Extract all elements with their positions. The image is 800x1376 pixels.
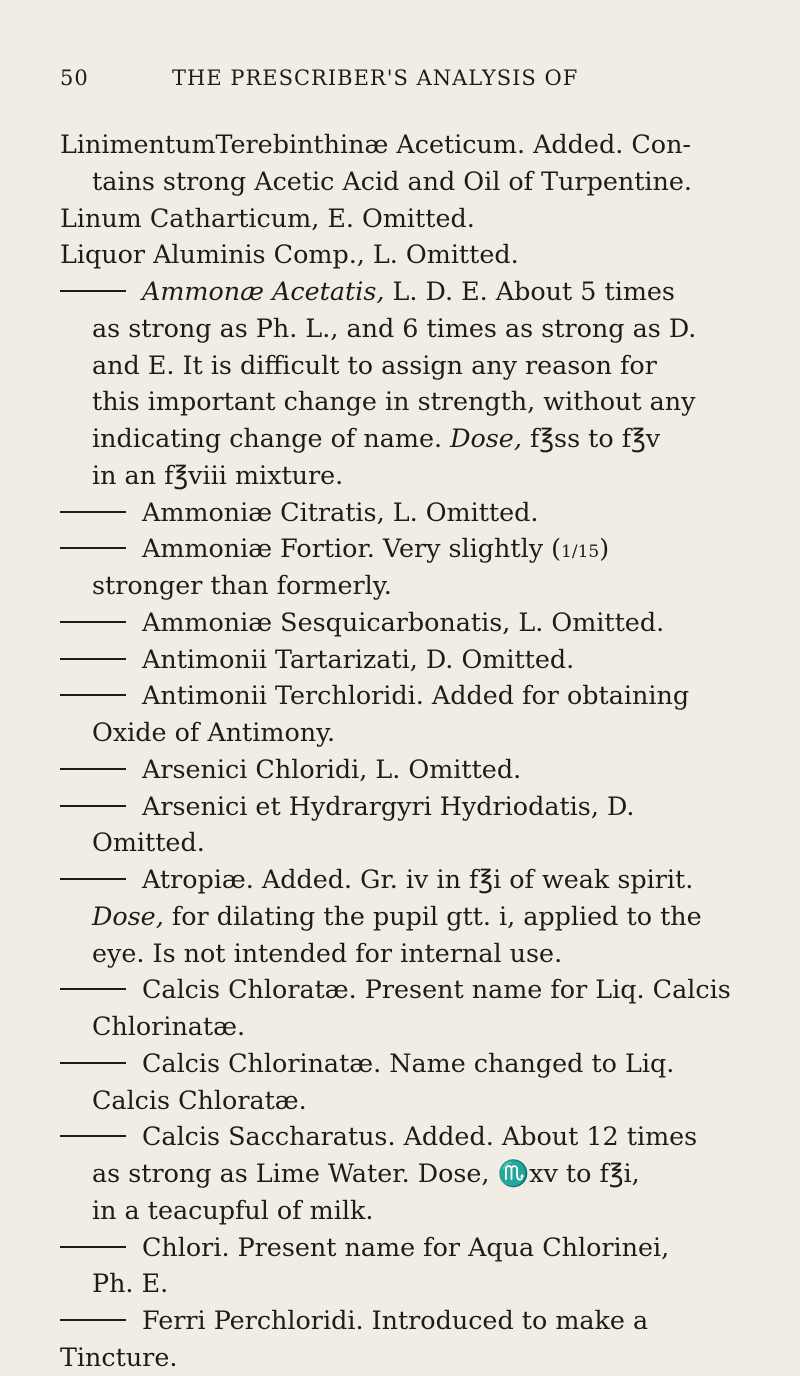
line-text: Linum Catharticum, E. Omitted.	[60, 202, 475, 233]
line-text: as strong as Lime Water. Dose, ♏xv to f℥i,	[92, 1158, 640, 1188]
text-line	[60, 420, 772, 457]
text-line	[60, 641, 772, 678]
line-text: Chlori. Present name for Aqua Chlorinei,	[142, 1231, 670, 1262]
line-text: Chlorinatæ.	[92, 1011, 246, 1041]
line-text: Ferri Perchloridi. Introduced to make a	[142, 1305, 649, 1335]
ditto-dash	[60, 1319, 126, 1321]
line-text: Ammoniæ Sesquicarbonatis, L. Omitted.	[142, 606, 665, 637]
body-text	[60, 126, 772, 1376]
line-text: Liquor Aluminis Comp., L. Omitted.	[60, 239, 519, 270]
line-text: Omitted.	[92, 827, 205, 858]
line-text: )	[599, 533, 610, 564]
text-line	[60, 1082, 772, 1119]
text-line	[60, 751, 772, 788]
italic-term: Ammonæ Acetatis,	[142, 276, 385, 306]
text-line	[60, 1339, 772, 1376]
page-number: 50	[60, 66, 89, 90]
line-text: Ammoniæ Citratis, L. Omitted.	[142, 496, 539, 527]
text-line	[60, 1192, 772, 1229]
line-text: Tincture.	[60, 1341, 178, 1372]
text-line	[60, 163, 772, 200]
text-line	[60, 310, 772, 347]
text-line	[60, 236, 772, 273]
ditto-dash	[60, 694, 126, 696]
text-line	[60, 1155, 772, 1192]
line-text: tains strong Acetic Acid and Oil of Turpentine.	[92, 165, 692, 196]
line-text: Arsenici Chloridi, L. Omitted.	[142, 753, 522, 784]
text-line	[60, 677, 772, 714]
text-line	[60, 1302, 772, 1339]
line-text: eye. Is not intended for internal use.	[92, 937, 563, 968]
line-text: Oxide of Antimony.	[92, 717, 336, 747]
line-text: Calcis Saccharatus. Added. About 12 times	[142, 1121, 698, 1152]
ditto-dash	[60, 1135, 126, 1137]
ditto-dash	[60, 805, 126, 807]
ditto-dash	[60, 988, 126, 990]
italic-term: Dose,	[92, 900, 164, 931]
text-line	[60, 347, 772, 384]
text-line	[60, 1229, 772, 1266]
text-line	[60, 898, 772, 935]
line-text: stronger than formerly.	[92, 570, 392, 600]
line-text: Antimonii Terchloridi. Added for obtaining	[142, 680, 690, 711]
ditto-dash	[60, 621, 126, 623]
ditto-dash	[60, 658, 126, 660]
line-text: LinimentumTerebinthinæ Aceticum. Added. Con-	[60, 129, 691, 159]
line-text: in an f℥viii mixture.	[92, 459, 344, 490]
line-text: Ammoniæ Fortior. Very slightly (	[142, 533, 562, 564]
text-line	[60, 567, 772, 604]
ditto-dash	[60, 768, 126, 770]
ditto-dash	[60, 547, 126, 549]
line-text: in a teacupful of milk.	[92, 1194, 374, 1225]
line-text: and E. It is difficult to assign any reason for	[92, 349, 657, 380]
line-text: as strong as Ph. L., and 6 times as strong as D.	[92, 312, 697, 343]
text-line	[60, 494, 772, 531]
text-line	[60, 1045, 772, 1082]
running-head	[60, 66, 760, 90]
line-text: for dilating the pupil gtt. i, applied to the	[163, 900, 702, 931]
fraction: 1/15	[561, 542, 600, 563]
text-line	[60, 604, 772, 641]
line-text: L. D. E. About 5 times	[384, 276, 675, 306]
text-line	[60, 861, 772, 898]
text-line	[60, 1008, 772, 1045]
line-text: Calcis Chloratæ. Present name for Liq. Calcis	[142, 974, 731, 1005]
line-text: Ph. E.	[92, 1268, 169, 1299]
line-text: Calcis Chloratæ.	[92, 1084, 307, 1115]
text-line	[60, 457, 772, 494]
line-text: this important change in strength, without any	[92, 386, 696, 417]
line-text: f℥ss to f℥v	[521, 423, 661, 453]
text-line	[60, 530, 772, 567]
running-title: THE PRESCRIBER'S ANALYSIS OF	[172, 66, 579, 90]
ditto-dash	[60, 1062, 126, 1064]
text-line	[60, 824, 772, 861]
line-text: Arsenici et Hydrargyri Hydriodatis, D.	[142, 790, 635, 821]
text-line	[60, 273, 772, 310]
ditto-dash	[60, 878, 126, 880]
line-text: Atropiæ. Added. Gr. iv in f℥i of weak spirit.	[142, 864, 694, 894]
text-line	[60, 971, 772, 1008]
text-line	[60, 1118, 772, 1155]
text-line	[60, 1265, 772, 1302]
italic-term: Dose,	[450, 423, 522, 453]
text-line	[60, 126, 772, 163]
line-text: Antimonii Tartarizati, D. Omitted.	[142, 643, 575, 674]
text-line	[60, 714, 772, 751]
text-line	[60, 788, 772, 825]
line-text: indicating change of name.	[92, 423, 451, 453]
ditto-dash	[60, 1246, 126, 1248]
ditto-dash	[60, 290, 126, 292]
text-line	[60, 383, 772, 420]
text-line	[60, 200, 772, 237]
text-line	[60, 935, 772, 972]
ditto-dash	[60, 511, 126, 513]
line-text: Calcis Chlorinatæ. Name changed to Liq.	[142, 1047, 675, 1078]
